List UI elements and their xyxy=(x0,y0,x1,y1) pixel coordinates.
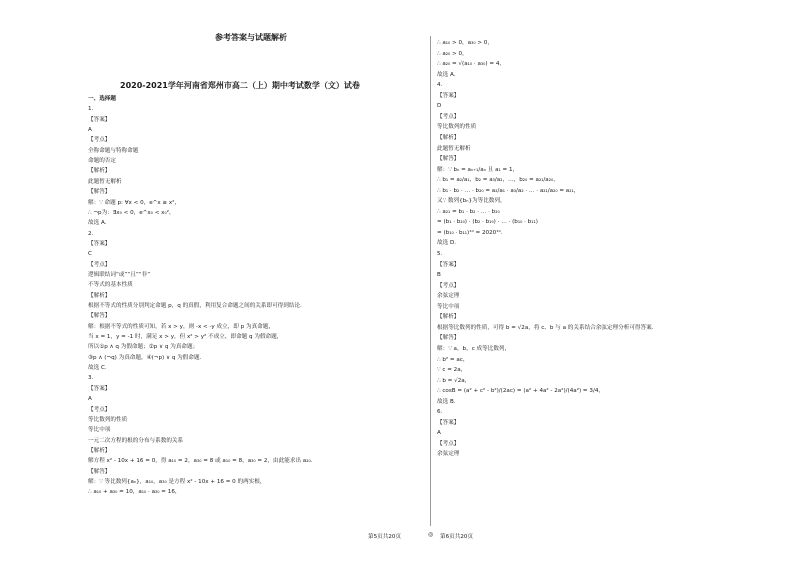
right-text-line: 5. xyxy=(437,251,443,257)
right-text-line: 【答案】 xyxy=(437,261,460,268)
left-text-line: 【答案】 xyxy=(88,385,111,392)
left-text-line: 2. xyxy=(88,230,94,237)
right-text-line: 故选 D. xyxy=(437,240,457,247)
left-text-line: 不等式的基本性质 xyxy=(88,282,133,289)
right-text-line: 故选 A. xyxy=(437,71,456,78)
left-text-line: 所以①p ∧ q 为假命题；②p ∨ q 为真命题； xyxy=(88,344,199,351)
right-text-line: ∴ cosB = (a² + c² - b²)/(2ac) = (a² + 4a² - 2a²)/(4a²) = 3/4， xyxy=(437,388,604,395)
left-text-line: 此题暂无解析 xyxy=(88,178,122,185)
right-text-line: ∴ a₁₀ > 0，a₃₀ > 0， xyxy=(437,40,493,46)
right-text-line: 又∵ 数列{bₙ}为等比数列， xyxy=(437,198,506,205)
left-text-line: A xyxy=(88,127,92,134)
left-text-line: 全称命题与特称命题 xyxy=(88,147,139,154)
left-text-line: 故选 C. xyxy=(88,365,107,372)
left-text-line: 1. xyxy=(88,106,94,113)
right-text-line: 【解析】 xyxy=(437,314,460,321)
right-text-line: = (b₁ · b₂₀) · (b₂ · b₁₉) · … · (b₁₀ · b₁₁) xyxy=(437,219,538,226)
left-text-line: 一元二次方程的根的分布与系数的关系 xyxy=(88,437,184,444)
right-text-line: ∴ b = √2a， xyxy=(437,377,471,384)
right-text-line: 解：∵ bₙ = aₙ₊₁/aₙ 且 a₁ = 1， xyxy=(437,166,519,173)
left-text-line: 一、选择题 xyxy=(88,96,116,102)
left-text-line: 根据不等式的性质分别判定命题 p，q 的真假，利用复合命题之间的关系即可得到结论. xyxy=(88,303,302,309)
page-separator-icon: ◎ xyxy=(428,531,434,538)
right-text-line: 【解答】 xyxy=(437,335,460,342)
right-text-line: 【答案】 xyxy=(437,419,460,426)
right-text-line: ∴ a₂₁ = b₁ · b₂ · … · b₂₀ xyxy=(437,208,500,215)
right-text-line: 【答案】 xyxy=(437,92,460,99)
right-text-line: D xyxy=(437,103,442,110)
right-text-line: 等比中项 xyxy=(437,303,460,310)
left-text-line: 【答案】 xyxy=(88,116,111,123)
left-text-line: 故选 A. xyxy=(88,220,107,227)
right-text-line: ∴ b² = ac， xyxy=(437,356,469,363)
page-title: 参考答案与试题解析 xyxy=(215,33,287,42)
right-text-line: 【解析】 xyxy=(437,134,460,141)
right-text-line: ∵ c = 2a， xyxy=(437,367,467,374)
left-text-line: 当 x = 1，y = -1 时，满足 x > y，但 x² > y² 不成立，即命题 q 为假命题， xyxy=(88,334,283,341)
left-text-line: ∴ a₁₀ + a₃₀ = 10，a₁₀ · a₃₀ = 16， xyxy=(88,489,181,496)
right-text-line: 余弦定理 xyxy=(437,451,460,458)
left-text-line: 【解答】 xyxy=(88,189,111,196)
left-text-line: 3. xyxy=(88,375,94,382)
left-text-line: 逻辑联结词“或”“且”“非” xyxy=(88,271,151,278)
right-text-line: 【解答】 xyxy=(437,156,460,163)
right-text-line: 余弦定理 xyxy=(437,293,460,300)
left-text-line: 【解答】 xyxy=(88,313,111,320)
right-text-line: A xyxy=(437,430,441,437)
left-text-line: C xyxy=(88,251,92,258)
right-text-line: ∴ b₁ · b₂ · … · b₂₀ = a₂/a₁ · a₃/a₂ · … · a₂₁/a₂₀ = a₂₁， xyxy=(437,187,580,194)
left-text-line: 【解答】 xyxy=(88,468,111,475)
left-text-line: ∴ ¬p为：∃x₀ < 0，e^x₀ < x₀²， xyxy=(88,209,175,216)
left-text-line: 命题的否定 xyxy=(88,158,116,165)
left-page-number: 第5页共20页 xyxy=(368,534,402,540)
right-text-line: 【考点】 xyxy=(437,113,460,120)
exam-title: 2020-2021学年河南省郑州市高二（上）期中考试数学（文）试卷 xyxy=(120,81,360,90)
left-text-line: A xyxy=(88,396,92,403)
right-text-line: = (b₁₀ · b₁₁)¹⁰ = 2020¹⁰. xyxy=(437,229,503,236)
left-text-line: 解：∵ 等比数列{aₙ}，a₁₀，a₃₀ 是方程 x² - 10x + 16 = 0 的两实根， xyxy=(88,478,266,485)
left-text-line: 【解析】 xyxy=(88,447,111,454)
right-text-line: ∴ b₁ = a₂/a₁，b₂ = a₃/a₂，…，b₂₀ = a₂₁/a₂₀， xyxy=(437,177,559,184)
right-text-line: 根据等比数列的性质，可得 b = √2a，将 c、b 与 a 的关系结合余弦定理分析可得答案. xyxy=(437,324,654,331)
right-text-line: 4. xyxy=(437,82,443,89)
right-text-line: 等比数列的性质 xyxy=(437,124,477,131)
left-text-line: 解方程 x² - 10x + 16 = 0，得 a₁₀ = 2，a₃₀ = 8 或 a₁₀ = 8，a₃₀ = 2，由此能求出 a₂₀. xyxy=(88,458,313,465)
right-text-line: 故选 B. xyxy=(437,398,456,405)
right-text-line: 【考点】 xyxy=(437,440,460,447)
right-text-line: B xyxy=(437,272,441,279)
left-text-line: 解：∵ 命题 p: ∀x < 0，e^x ≥ x²， xyxy=(88,199,181,206)
left-text-line: 【解析】 xyxy=(88,168,111,175)
column-divider xyxy=(430,36,431,526)
left-text-line: 解：根据不等式的性质可知，若 x > y，则 -x < -y 成立，即 p 为真命题， xyxy=(88,323,274,330)
left-text-line: ③p ∧ (¬q) 为真命题，④(¬p) ∨ q 为假命题. xyxy=(88,354,202,361)
left-text-line: 【考点】 xyxy=(88,261,111,268)
right-text-line: 此题暂无解析 xyxy=(437,145,471,152)
right-text-line: 6. xyxy=(437,409,443,416)
left-text-line: 【考点】 xyxy=(88,137,111,144)
right-text-line: ∴ a₂₀ = √(a₁₀ · a₃₀) = 4， xyxy=(437,61,505,68)
left-text-line: 【考点】 xyxy=(88,406,111,413)
left-text-line: 【答案】 xyxy=(88,240,111,247)
right-text-line: ∴ a₂₀ > 0， xyxy=(437,50,468,57)
left-text-line: 【解析】 xyxy=(88,292,111,299)
left-text-line: 等比中项 xyxy=(88,427,111,434)
right-text-line: 【考点】 xyxy=(437,282,460,289)
left-text-line: 等比数列的性质 xyxy=(88,416,128,423)
right-page-number: 第6页共20页 xyxy=(440,534,474,540)
right-text-line: 解：∵ a，b，c 成等比数列， xyxy=(437,345,511,352)
